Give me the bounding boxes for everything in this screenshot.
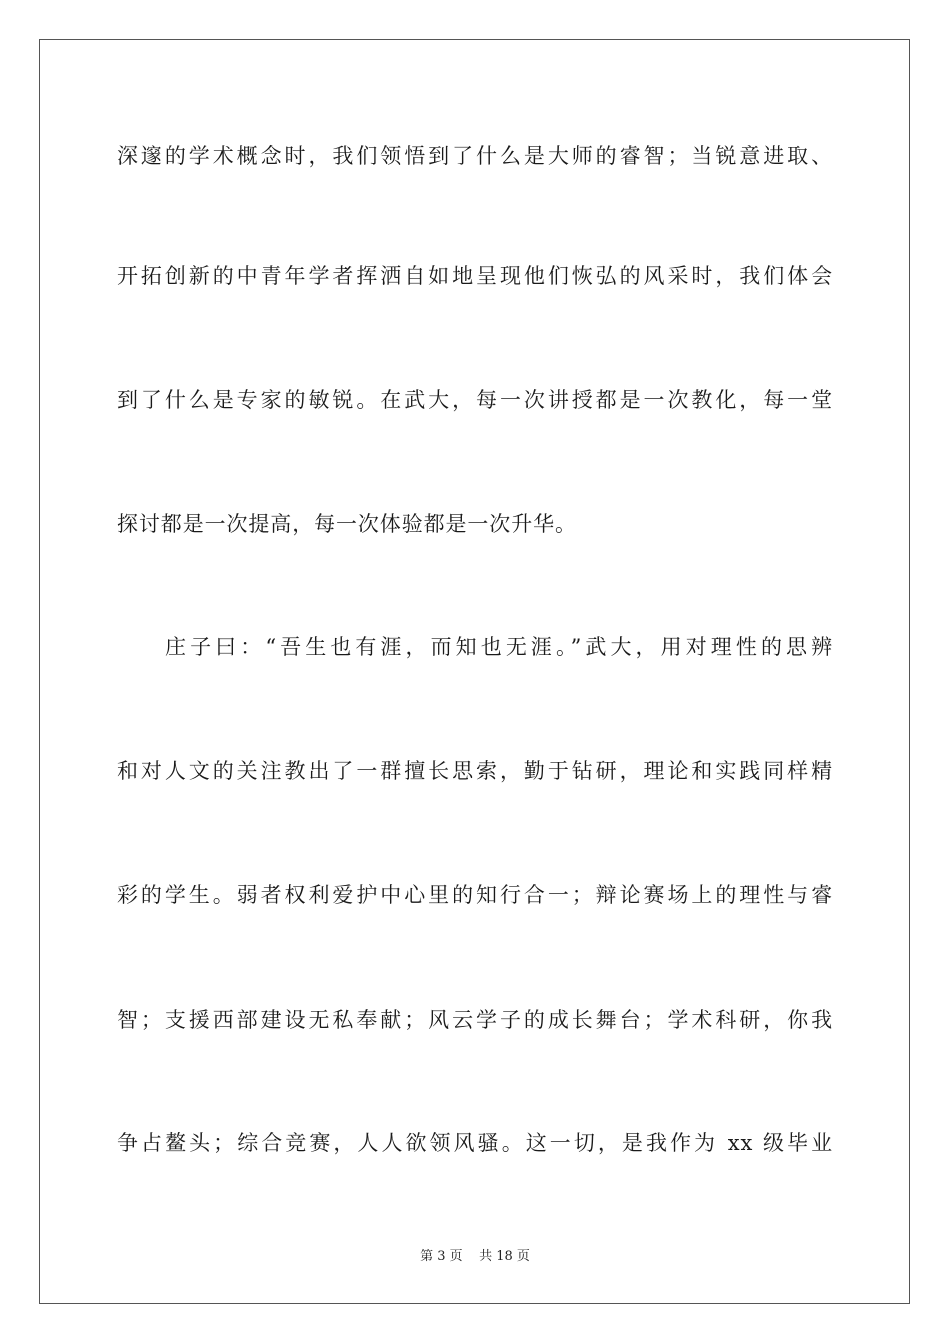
text-line-6: 和对人文的关注教出了一群擅长思索，勤于钻研，理论和实践同样精 (117, 759, 833, 783)
text-line-3: 到了什么是专家的敏锐。在武大，每一次讲授都是一次教化，每一堂 (117, 388, 833, 412)
text-line-8: 智；支援西部建设无私奉献；风云学子的成长舞台；学术科研，你我 (117, 1008, 833, 1032)
text-line-2: 开拓创新的中青年学者挥洒自如地呈现他们恢弘的风采时，我们体会 (117, 264, 833, 288)
text-line-5-paragraph-start: 庄子曰：“吾生也有涯，而知也无涯。”武大，用对理性的思辨 (165, 635, 833, 659)
text-line-7: 彩的学生。弱者权利爱护中心里的知行合一；辩论赛场上的理性与睿 (117, 883, 833, 907)
text-line-9: 争占鳌头；综合竞赛，人人欲领风骚。这一切，是我作为 xx 级毕业 (117, 1131, 833, 1155)
page-number-footer: 第 3 页 共 18 页 (420, 1249, 530, 1264)
text-line-4: 探讨都是一次提高，每一次体验都是一次升华。 (117, 512, 577, 536)
page-border (39, 39, 910, 1304)
text-line-1: 深邃的学术概念时，我们领悟到了什么是大师的睿智；当锐意进取、 (117, 144, 833, 168)
